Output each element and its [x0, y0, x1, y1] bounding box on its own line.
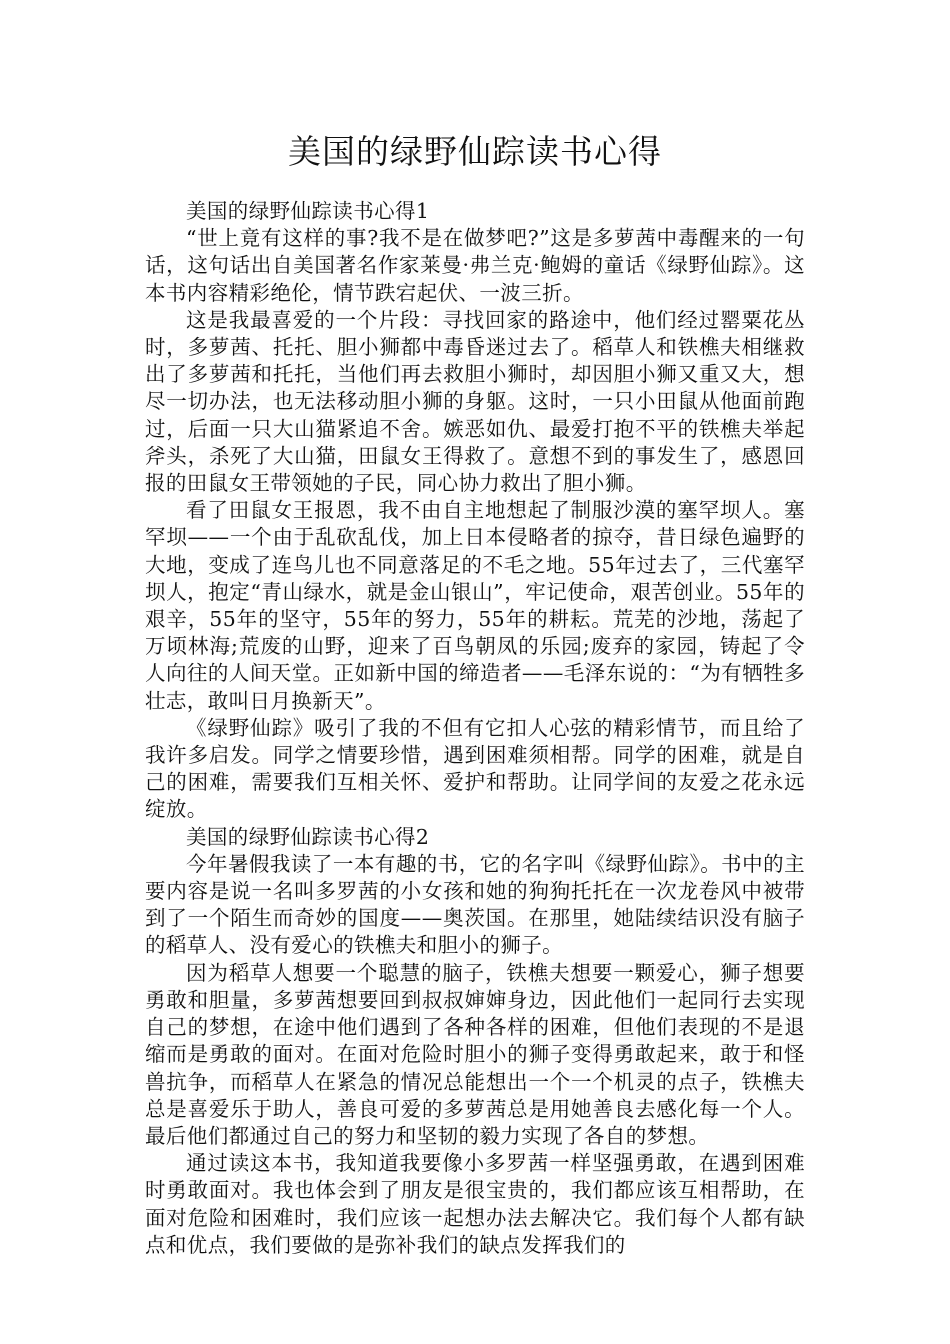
- document-title: 美国的绿野仙踪读书心得: [288, 132, 662, 171]
- section-heading-1: 美国的绿野仙踪读书心得1: [186, 199, 430, 223]
- paragraph: 因为稻草人想要一个聪慧的脑子，铁樵夫想要一颗爱心，狮子想要勇敢和胆量，多萝茜想要回到叔叔婶婶身边，因此他们一起同行去实现自己的梦想，在途中他们遇到了各种各样的困难，但他们表现的不是退缩而是勇敢的面对。在面对危险时胆小的狮子变得勇敢起来，敢于和怪兽抗争，而稻草人在紧急的情况总能想出一个一个机灵的点子，铁樵夫总是喜爱乐于助人，善良可爱的多萝茜总是用她善良去感化每一个人。最后他们都通过自己的努力和坚韧的毅力实现了各自的梦想。: [145, 960, 805, 1148]
- section-heading-2: 美国的绿野仙踪读书心得2: [186, 824, 430, 849]
- paragraph: 《绿野仙踪》吸引了我的不但有它扣人心弦的精彩情节，而且给了我许多启发。同学之情要珍惜，遇到困难须相帮。同学的困难，就是自己的困难，需要我们互相关怀、爱护和帮助。让同学间的友爱之花永远绽放。: [145, 715, 805, 822]
- paragraph: 通过读这本书，我知道我要像小多罗茜一样坚强勇敢，在遇到困难时勇敢面对。我也体会到了朋友是很宝贵的，我们都应该互相帮助，在面对危险和困难时，我们应该一起想办法去解决它。我们每个人都有缺点和优点，我们要做的是弥补我们的缺点发挥我们的: [145, 1151, 805, 1257]
- paragraph: 今年暑假我读了一本有趣的书，它的名字叫《绿野仙踪》。书中的主要内容是说一名叫多罗茜的小女孩和她的狗狗托托在一次龙卷风中被带到了一个陌生而奇妙的国度——奥茨国。在那里，她陆续结识没有脑子的稻草人、没有爱心的铁樵夫和胆小的狮子。: [145, 851, 805, 958]
- document-page: [145, 0, 805, 1259]
- paragraph: “世上竟有这样的事?我不是在做梦吧?”这是多萝茜中毒醒来的一句话，这句话出自美国著名作家莱曼·弗兰克·鲍姆的童话《绿野仙踪》。这本书内容精彩绝伦，情节跌宕起伏、一波三折。: [145, 226, 805, 305]
- paragraph: 这是我最喜爱的一个片段：寻找回家的路途中，他们经过罂粟花丛时，多萝茜、托托、胆小狮都中毒昏迷过去了。稻草人和铁樵夫相继救出了多萝茜和托托，当他们再去救胆小狮时，却因胆小狮又重又大，想尽一切办法，也无法移动胆小狮的身躯。这时，一只小田鼠从他面前跑过，后面一只大山猫紧追不舍。嫉恶如仇、最爱打抱不平的铁樵夫举起斧头，杀死了大山猫，田鼠女王得救了。意想不到的事发生了，感恩回报的田鼠女王带领她的子民，同心协力救出了胆小狮。: [145, 307, 805, 496]
- document-body: [145, 198, 805, 1259]
- paragraph: 看了田鼠女王报恩，我不由自主地想起了制服沙漠的塞罕坝人。塞罕坝——一个由于乱砍乱伐，加上日本侵略者的掠夺，昔日绿色遍野的大地，变成了连鸟儿也不同意落足的不毛之地。55年过去了，三代塞罕坝人，抱定“青山绿水，就是金山银山”，牢记使命，艰苦创业。55年的艰辛，55年的坚守，55年的努力，55年的耕耘。荒芜的沙地，荡起了万顷林海;荒废的山野，迎来了百鸟朝凤的乐园;废弃的家园，铸起了令人向往的人间天堂。正如新中国的缔造者——毛泽东说的：“为有牺牲多壮志，敢叫日月换新天”。: [145, 498, 805, 713]
